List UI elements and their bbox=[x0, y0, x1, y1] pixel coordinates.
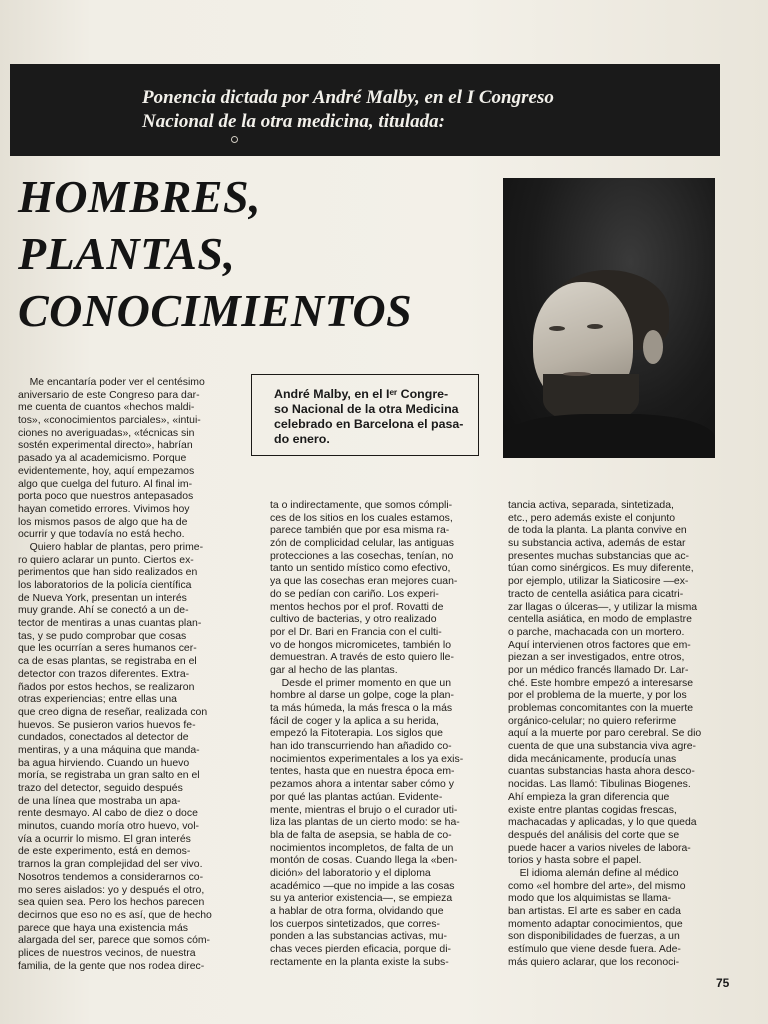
text-line: trarnos la gran complejidad del ser vivo. bbox=[18, 859, 203, 871]
text-line: que creo digna de reseñar, realizada con bbox=[18, 706, 208, 718]
text-line: ponden a las substancias activas, mu- bbox=[270, 931, 447, 943]
text-line: académico —que no impide a las cosas bbox=[270, 880, 455, 892]
text-line: los cuerpos sintetizados, que corres- bbox=[270, 918, 440, 930]
headline-line: HOMBRES, bbox=[18, 171, 262, 222]
text-line: los mismos pasos de algo que ha de bbox=[18, 516, 188, 528]
intro-banner bbox=[10, 64, 720, 156]
text-line: perimentos que han sido realizados en bbox=[18, 567, 198, 579]
body-column-2 bbox=[270, 500, 482, 969]
text-line: que les ocurrían a seres humanos cer- bbox=[18, 643, 197, 655]
text-line: minutos, cuando moría otro huevo, vol- bbox=[18, 821, 200, 833]
body-column-3 bbox=[508, 500, 722, 969]
photo-caption-box bbox=[251, 374, 479, 456]
text-line: chas veces pierden eficacia, porque di- bbox=[270, 944, 452, 956]
text-line: nocimientos experimentales a los ya exis- bbox=[270, 753, 464, 765]
text-line: tracto de centella asiática para cicatri- bbox=[508, 588, 684, 600]
text-line: liza las plantas de un cierto modo: se ha- bbox=[270, 817, 460, 829]
text-line: decirnos que eso no es así, que de hecho bbox=[18, 909, 212, 921]
text-line: algo que cuelga del futuro. Al final im- bbox=[18, 478, 193, 490]
text-line: cultivo de bacterias, y otro realizado bbox=[270, 614, 437, 626]
text-line: machacadas y aplicadas, y lo que queda bbox=[508, 817, 697, 829]
text-line: presentes muchas substancias que ac- bbox=[508, 550, 690, 562]
text-line: otras experiencias; entre ellas una bbox=[18, 694, 177, 706]
text-line: túan como sinérgicos. Es muy diferente, bbox=[508, 563, 694, 575]
text-line: ba agua hirviendo. Cuando un huevo bbox=[18, 757, 190, 769]
text-line: torios y hasta sobre el papel. bbox=[508, 855, 642, 867]
caption-line: André Malby, en el Iᵉʳ Congre- bbox=[274, 387, 449, 401]
caption-line: celebrado en Barcelona el pasa- bbox=[274, 417, 464, 431]
text-line: a hablar de otra forma, olvidando que bbox=[270, 906, 444, 917]
text-line: parece que haya una existencia más bbox=[18, 922, 189, 934]
text-line: los laboratorios de la policía científica bbox=[18, 580, 192, 591]
text-line: centella asiática, en modo de emplastre bbox=[508, 614, 692, 626]
text-line: sea quien sea. Pero los hechos parecen bbox=[18, 897, 205, 909]
text-line: mente, mientras el brujo o el curador uti- bbox=[270, 804, 458, 816]
text-line: vo de hongos micromicetes, también lo bbox=[270, 639, 452, 651]
text-line: ñados por estos hechos, se realizaron bbox=[18, 681, 195, 693]
text-line: como «el hombre del arte», del mismo bbox=[508, 880, 686, 892]
text-line: mentos hechos por el prof. Rovatti de bbox=[270, 601, 444, 613]
caption-line: so Nacional de la otra Medicina bbox=[274, 402, 459, 416]
text-line: dida mecánicamente, producía unas bbox=[508, 753, 677, 765]
text-line: familia, de la gente que nos rodea direc- bbox=[18, 960, 205, 972]
text-line: hayan cometido errores. Vivimos hoy bbox=[18, 503, 190, 515]
text-line: zar llagas o úlceras—, y utilizar la misma bbox=[508, 601, 698, 613]
text-line: fácil de coger y la aplica a su herida, bbox=[270, 715, 439, 727]
text-line: ta o indirectamente, que somos cómpli- bbox=[270, 500, 453, 511]
text-line: moría, se registraba un gran salto en el bbox=[18, 770, 200, 782]
text-line: ca de esas plantas, se registraba en el bbox=[18, 656, 197, 668]
text-line: por el Dr. Bari en Francia con el culti- bbox=[270, 626, 442, 638]
text-line: su substancia activa, además de estar bbox=[508, 538, 686, 550]
text-line: ces de los sitios en los cuales estamos, bbox=[270, 512, 453, 524]
text-line: aniversario de este Congreso para dar- bbox=[18, 389, 200, 401]
text-line: ya que las cosechas eran mejores cuan- bbox=[270, 576, 458, 588]
text-line: nocimientos incompletos, de falta de un bbox=[270, 842, 454, 854]
text-line: gar al hecho de las plantas. bbox=[270, 664, 398, 676]
headline-line: CONOCIMIENTOS bbox=[18, 285, 413, 336]
text-line: de Nueva York, presentan un interés bbox=[18, 592, 187, 604]
text-line: tentes, hasta que en nuestra época em- bbox=[270, 766, 455, 778]
text-line: porta poco que nuestros antepasados bbox=[18, 491, 194, 503]
text-line: Aquí intervienen otros factores que em- bbox=[508, 639, 691, 651]
text-line: plices de nuestros vecinos, de nuestra bbox=[18, 947, 196, 959]
text-line: Desde el primer momento en que un bbox=[270, 677, 452, 689]
text-line: por ejemplo, utilizar la Siaticosire —ex- bbox=[508, 576, 689, 588]
text-line: después del análisis del corte que se bbox=[508, 829, 680, 841]
text-line: zón de complicidad celular, las antiguas bbox=[270, 538, 454, 550]
page-number: 75 bbox=[716, 976, 730, 990]
text-line: etc., pero además existe el conjunto bbox=[508, 512, 676, 524]
text-line: ocurrir y que todavía no está hecho. bbox=[18, 529, 185, 541]
text-line: muy grande. Ahí se conectó a un de- bbox=[18, 605, 189, 617]
text-line: existe entre plantas cogidas frescas, bbox=[508, 804, 677, 816]
author-portrait-photo bbox=[503, 178, 715, 458]
text-line: Nosotros tendemos a considerarnos co- bbox=[18, 871, 204, 883]
text-line: dición» del laboratorio y el diploma bbox=[270, 867, 431, 879]
text-line: orgánico-celular; no quiero referirme bbox=[508, 715, 677, 727]
text-line: tas, y se pudo comprobar que cosas bbox=[18, 630, 187, 642]
caption-line: do enero. bbox=[274, 432, 330, 446]
headline-line: PLANTAS, bbox=[18, 228, 236, 279]
text-line: alargada del ser, parece que somos cóm- bbox=[18, 935, 211, 947]
text-line: sostén experimental directo», habrían bbox=[18, 440, 193, 452]
text-line: rente desmayo. Al cabo de diez o doce bbox=[18, 808, 198, 820]
text-line: de este experimento, está en demos- bbox=[18, 846, 191, 858]
text-line: Me encantaría poder ver el centésimo bbox=[18, 377, 205, 388]
text-line: mo seres aislados: yo y después el otro, bbox=[18, 884, 205, 896]
text-line: problemas concomitantes con la muerte bbox=[508, 703, 694, 714]
text-line: pasado ya al academicismo. Porque bbox=[18, 453, 187, 465]
text-line: de una línea que mostraba un apa- bbox=[18, 795, 181, 807]
text-line: ché. Este hombre empezó a interesarse bbox=[508, 677, 694, 689]
banner-line-2: Nacional de la otra medicina, titulada: bbox=[142, 111, 445, 132]
text-line: ban artistas. El arte es saber en cada bbox=[508, 906, 681, 917]
text-line: Ahí empieza la gran diferencia que bbox=[508, 791, 670, 803]
text-line: parece también que por esa misma ra- bbox=[270, 525, 450, 537]
text-line: huevos. Se pusieron varios huevos fe- bbox=[18, 719, 196, 731]
text-line: su ya anterior existencia—, se empieza bbox=[270, 893, 453, 905]
text-line: demuestran. A través de esto quiero lle- bbox=[270, 652, 454, 664]
text-line: me cuenta de cuantos «hechos maldi- bbox=[18, 402, 195, 414]
text-line: protecciones a las cosechas, tenían, no bbox=[270, 550, 454, 562]
text-line: trazo del detector, seguido después bbox=[18, 783, 183, 794]
print-mark bbox=[231, 136, 238, 143]
text-line: ta más húmeda, la más fresca o la más bbox=[270, 703, 453, 714]
text-line: empezó la Fitoterapia. Los siglos que bbox=[270, 728, 443, 740]
article-headline bbox=[18, 168, 488, 339]
body-column-1 bbox=[18, 377, 242, 973]
text-line: estímulo que viene desde fuera. Ade- bbox=[508, 944, 681, 956]
text-line: bla de falta de asepsia, se habla de co- bbox=[270, 829, 452, 841]
text-line: Quiero hablar de plantas, pero prime- bbox=[18, 541, 204, 553]
text-line: tanto un sentido místico como efectivo, bbox=[270, 563, 451, 575]
text-line: o parche, machacada con un mortero. bbox=[508, 626, 685, 638]
text-line: puede hacer a varios niveles de labora- bbox=[508, 842, 691, 854]
text-line: cuenta de que una substancia viva agre- bbox=[508, 741, 697, 753]
text-line: de toda la planta. La planta convive en bbox=[508, 525, 687, 537]
text-line: do se pedían con cariño. Los experi- bbox=[270, 588, 439, 600]
text-line: momento adaptar conocimientos, que bbox=[508, 918, 683, 930]
text-line: vía a ocurrir lo mismo. El gran interés bbox=[18, 833, 191, 845]
text-line: tector de mentiras a unas cuantas plan- bbox=[18, 618, 202, 630]
text-line: montón de cosas. Cuando llega la «ben- bbox=[270, 855, 458, 867]
text-line: cundados, conectados al detector de bbox=[18, 732, 189, 744]
text-line: por un médico francés llamado Dr. Lar- bbox=[508, 664, 689, 676]
text-line: aquí a la muerte por paro cerebral. Se dio bbox=[508, 728, 702, 740]
text-line: son disponibilidades de fuerzas, a un bbox=[508, 931, 680, 943]
text-line: piezan a ser investigados, entre otros, bbox=[508, 652, 685, 664]
text-line: pezamos ahora a intentar saber cómo y bbox=[270, 779, 454, 791]
text-line: evidentemente, hoy, aquí empezamos bbox=[18, 465, 195, 477]
banner-line-1: Ponencia dictada por André Malby, en el I Congreso bbox=[142, 87, 554, 108]
text-line: El idioma alemán define al médico bbox=[508, 867, 679, 879]
text-line: tos», «conocimientos parciales», «intui- bbox=[18, 415, 201, 427]
text-line: por el problema de la muerte, y por los bbox=[508, 690, 687, 702]
text-line: tancia activa, separada, sintetizada, bbox=[508, 500, 674, 511]
text-line: cuantas substancias hasta ahora desco- bbox=[508, 766, 695, 778]
text-line: detector con trazos diferentes. Extra- bbox=[18, 668, 190, 680]
text-line: mentiras, y a una máquina que manda- bbox=[18, 744, 200, 756]
text-line: han ido transcurriendo han añadido co- bbox=[270, 741, 452, 753]
text-line: hombre al darse un golpe, coge la plan- bbox=[270, 690, 454, 702]
text-line: nocidas. Las llamó: Tibulinas Biogenes. bbox=[508, 779, 691, 791]
text-line: más quiero aclarar, que los reconoci- bbox=[508, 956, 680, 968]
text-line: ro quiero aclarar un punto. Ciertos ex- bbox=[18, 554, 194, 566]
text-line: rectamente en la planta existe la subs- bbox=[270, 956, 449, 968]
text-line: modo que los alquimistas se llama- bbox=[508, 893, 672, 905]
text-line: ciones no averiguadas», «técnicas sin bbox=[18, 427, 195, 439]
text-line: por qué las plantas actúan. Evidente- bbox=[270, 791, 443, 803]
